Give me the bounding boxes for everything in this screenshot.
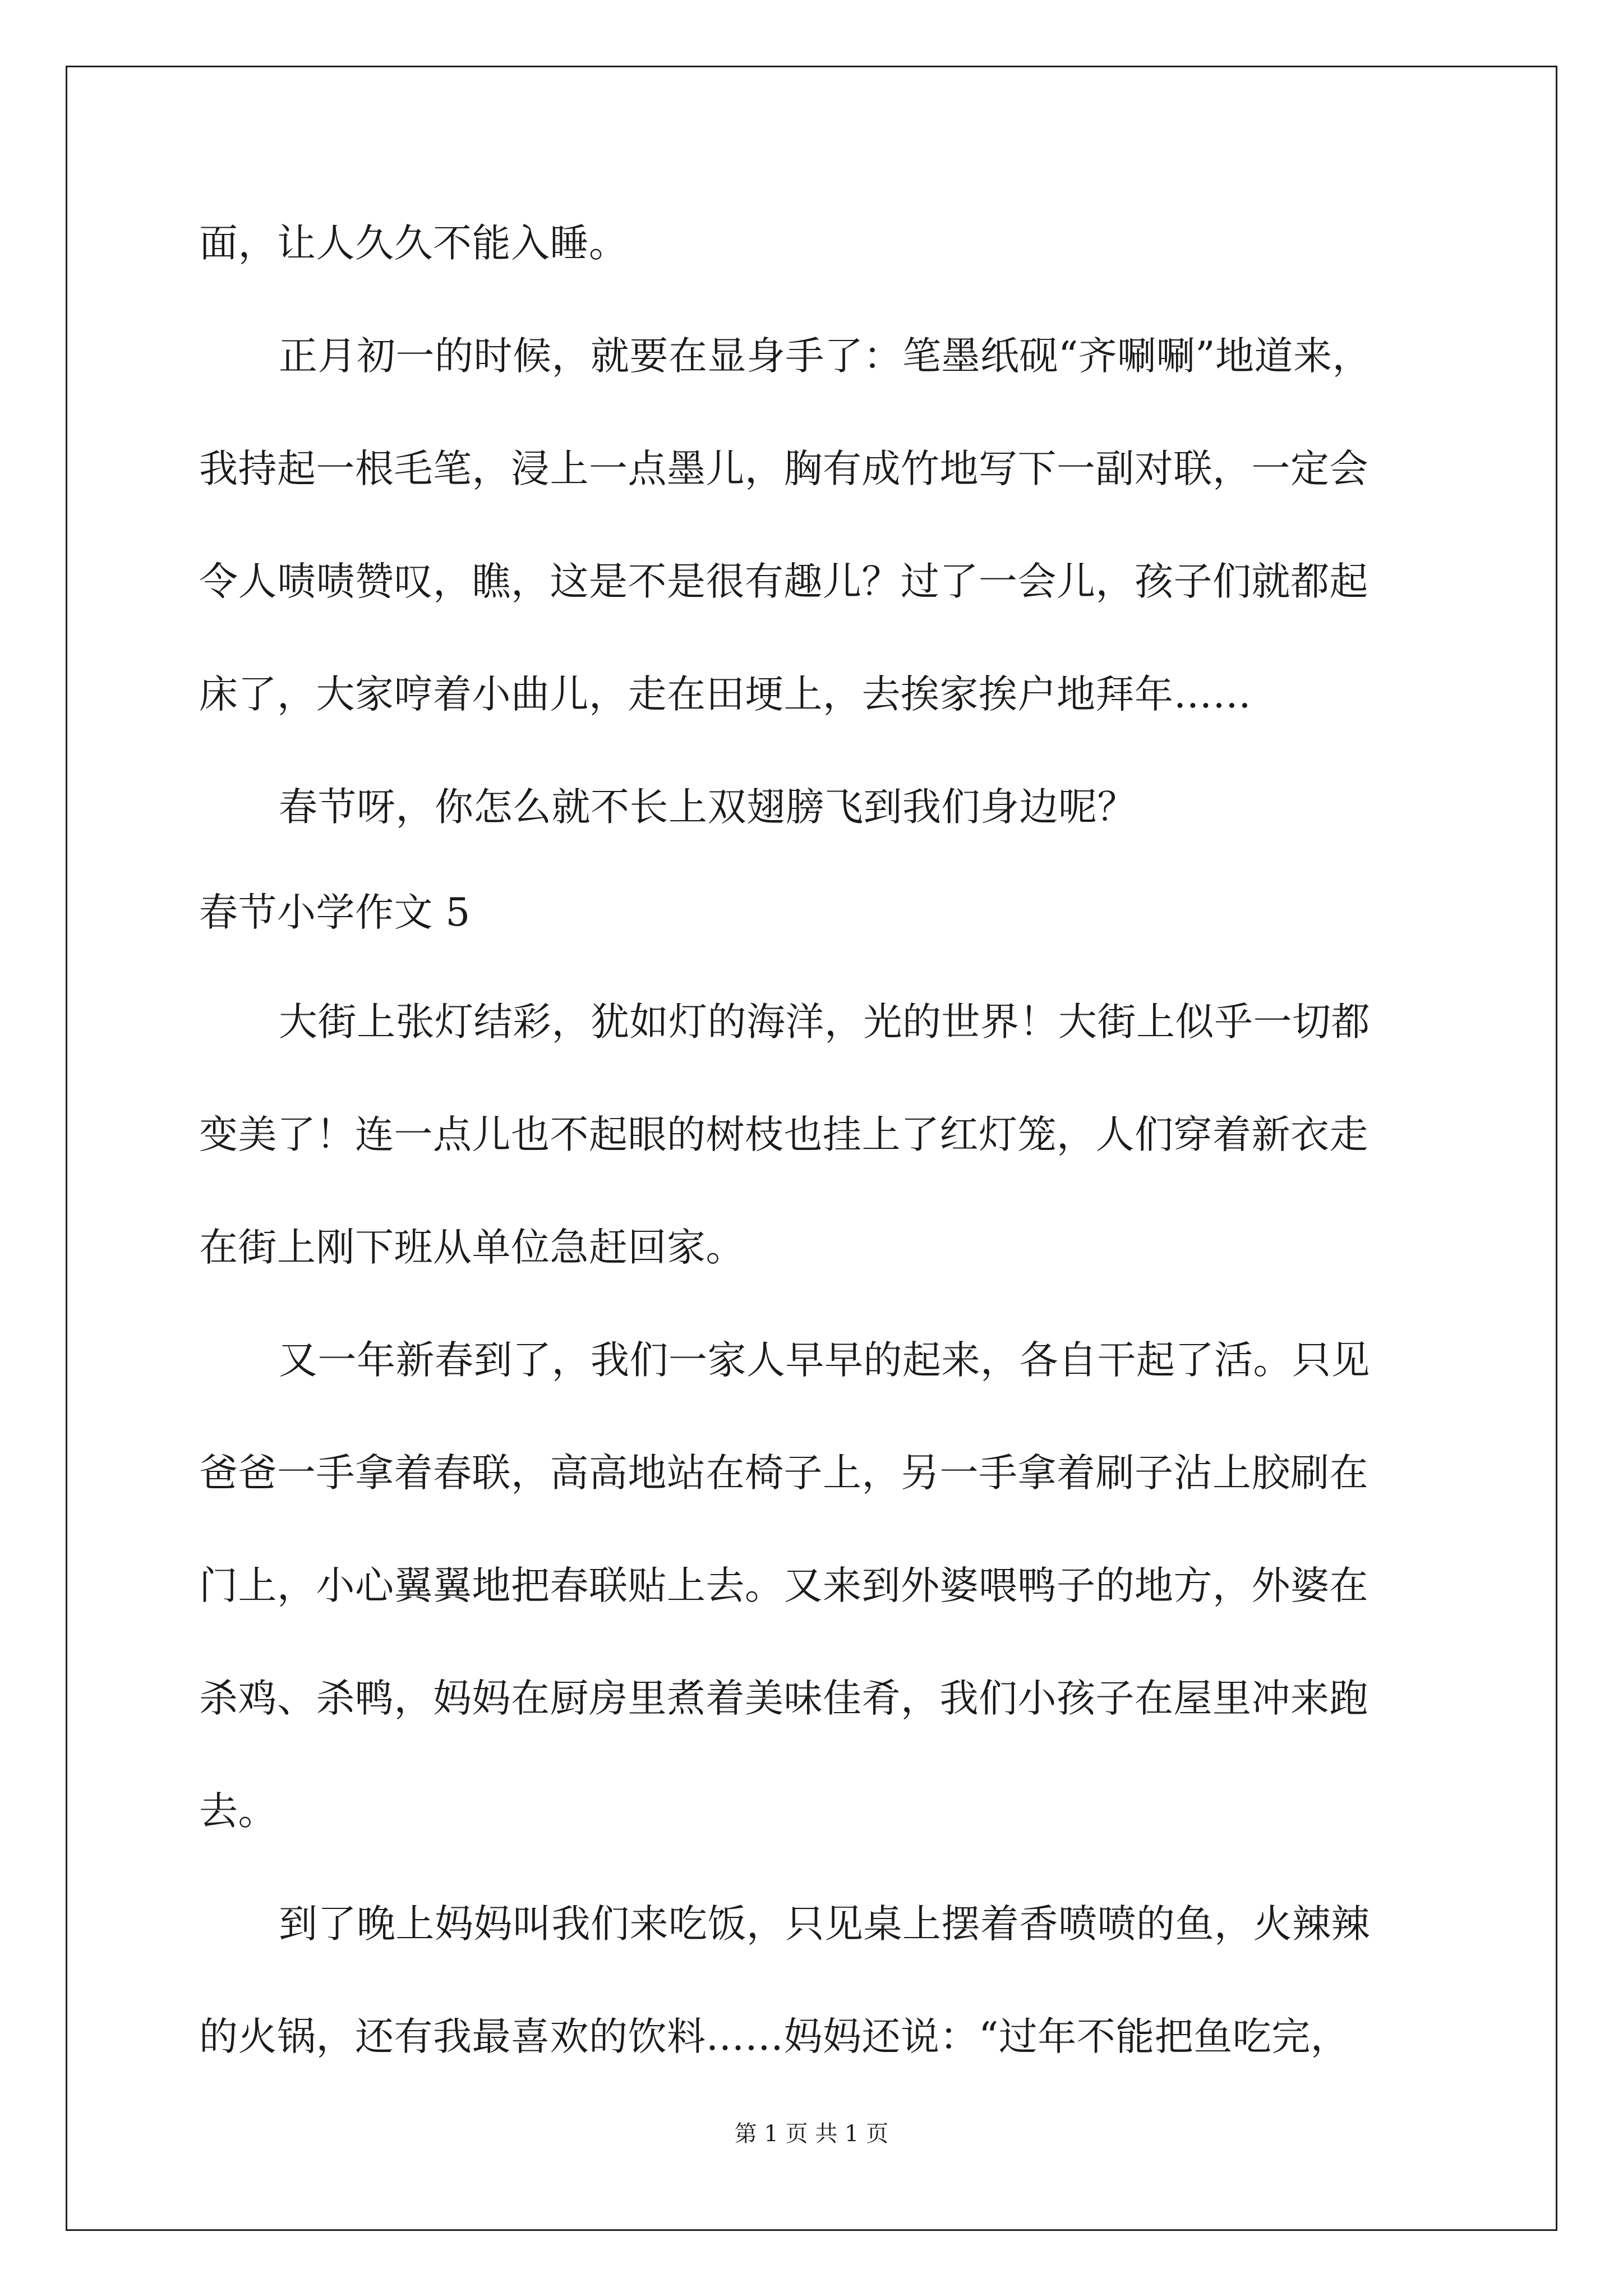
- text-line: 大街上张灯结彩，犹如灯的海洋，光的世界！大街上似乎一切都: [279, 1000, 1370, 1045]
- text-line: 又一年新春到了，我们一家人早早的起来，各自干起了活。只见: [279, 1338, 1370, 1383]
- text-line: 正月初一的时候，就要在显身手了：笔墨纸砚“齐唰唰”地道来，: [279, 334, 1372, 379]
- text-line: 令人啧啧赞叹，瞧，这是不是很有趣儿？过了一会儿，孩子们就都起: [199, 559, 1368, 604]
- text-line: 变美了！连一点儿也不起眼的树枝也挂上了红灯笼，人们穿着新衣走: [199, 1112, 1368, 1157]
- text-line: 门上，小心翼翼地把春联贴上去。又来到外婆喂鸭子的地方，外婆在: [199, 1563, 1368, 1608]
- section-heading: 春节小学作文 5: [199, 890, 471, 935]
- text-line: 春节呀，你怎么就不长上双翅膀飞到我们身边呢？: [279, 785, 1136, 830]
- text-line: 去。: [199, 1789, 277, 1834]
- text-line: 床了，大家哼着小曲儿，走在田埂上，去挨家挨户地拜年……: [199, 672, 1252, 717]
- text-line: 到了晚上妈妈叫我们来吃饭，只见桌上摆着香喷喷的鱼，火辣辣: [279, 1902, 1370, 1947]
- text-line: 面，让人久久不能入睡。: [199, 221, 628, 266]
- text-line: 的火锅，还有我最喜欢的饮料……妈妈还说：“过年不能把鱼吃完，: [199, 2014, 1350, 2059]
- text-line: 在街上刚下班从单位急赶回家。: [199, 1225, 745, 1270]
- text-line: 我持起一根毛笔，浸上一点墨儿，胸有成竹地写下一副对联，一定会: [199, 447, 1368, 491]
- text-line: 杀鸡、杀鸭，妈妈在厨房里煮着美味佳肴，我们小孩子在屋里冲来跑: [199, 1676, 1368, 1721]
- page-number: 第 1 页 共 1 页: [734, 2121, 889, 2147]
- text-line: 爸爸一手拿着春联，高高地站在椅子上，另一手拿着刷子沾上胶刷在: [199, 1451, 1368, 1496]
